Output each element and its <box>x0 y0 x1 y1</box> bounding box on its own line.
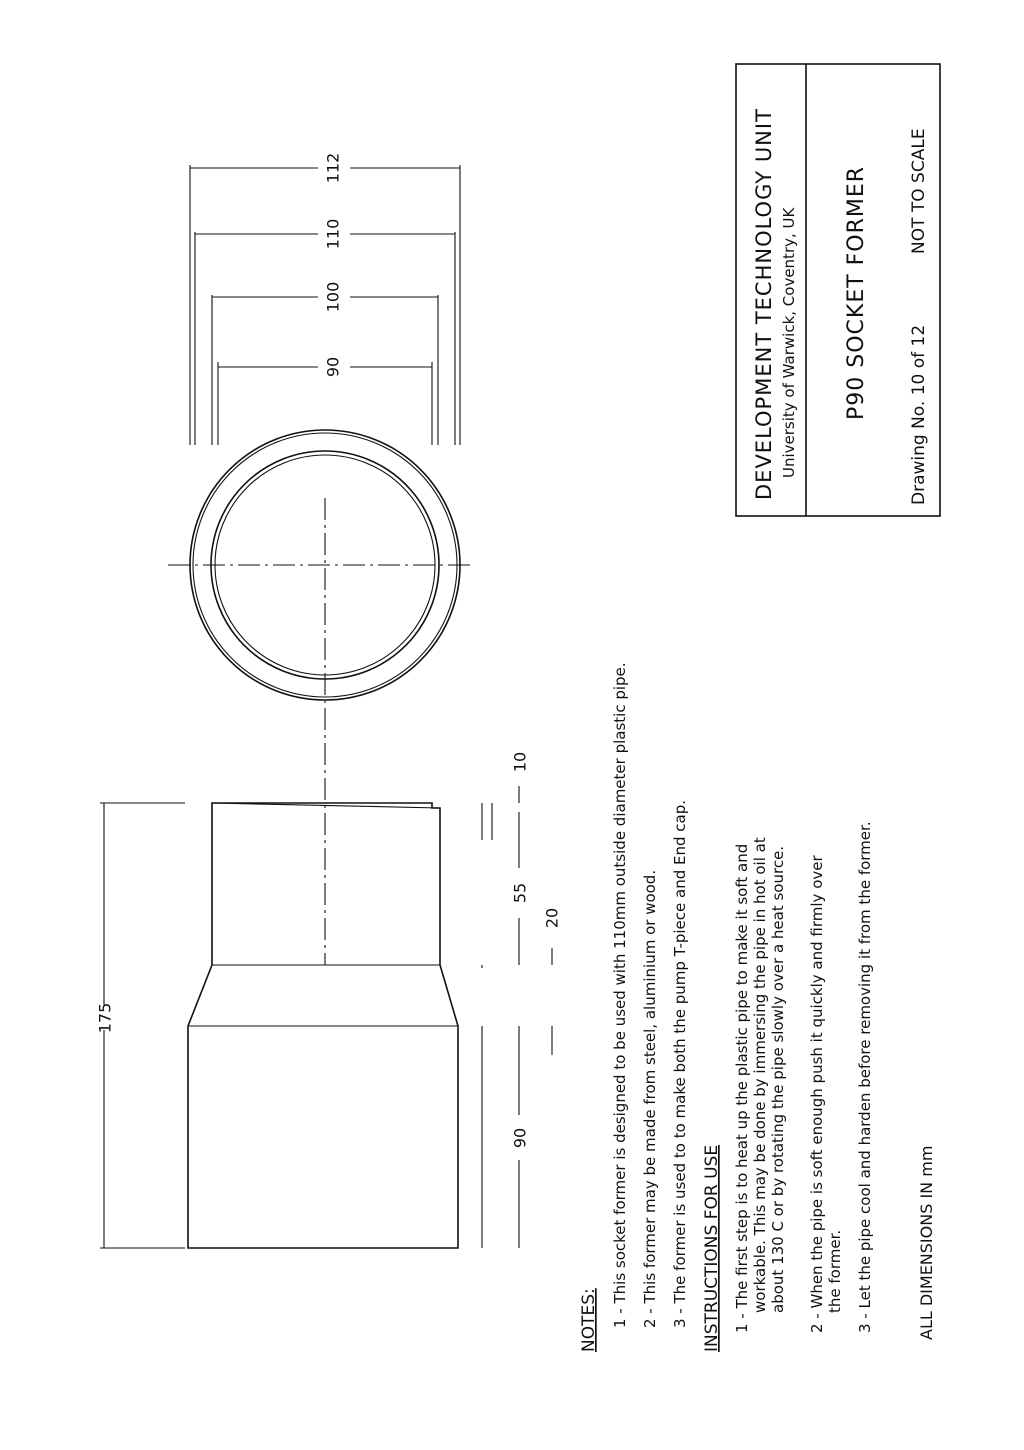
dim-10-label: 10 <box>510 751 530 773</box>
dim-175-label: 175 <box>95 1002 115 1034</box>
step-2-line-2: the former. <box>826 1229 844 1313</box>
step-1-line-1: 1 - The first step is to heat up the plastic pipe to make it soft and <box>733 843 751 1333</box>
former-end-view <box>168 430 475 700</box>
units-note: ALL DIMENSIONS IN mm <box>917 1145 936 1340</box>
dim-100-label: 100 <box>323 281 343 313</box>
length-dimensions <box>96 752 562 1248</box>
notes-block <box>579 662 689 1352</box>
title-block <box>736 64 940 516</box>
drawing-number: Drawing No. 10 of 12 <box>909 324 929 505</box>
step-1-line-2: workable. This may be done by immersing the pipe in hot oil at <box>751 837 769 1313</box>
note-3: 3 - The former is used to to make both the pump T-piece and End cap. <box>671 799 689 1328</box>
instructions-heading: INSTRUCTIONS FOR USE <box>702 1144 722 1352</box>
dim-20-label: 20 <box>542 907 562 929</box>
note-2: 2 - This former may be made from steel, aluminium or wood. <box>641 869 659 1328</box>
notes-heading: NOTES: <box>579 1288 599 1352</box>
dim-112-label: 112 <box>323 152 343 184</box>
dim-110-label: 110 <box>323 218 343 250</box>
step-2-line-1: 2 - When the pipe is soft enough push it quickly and firmly over <box>808 855 826 1333</box>
drawing-title: P90 SOCKET FORMER <box>844 165 869 420</box>
note-1: 1 - This socket former is designed to be used with 110mm outside diameter plastic pipe. <box>611 662 629 1328</box>
step-1-line-3: about 130 C or by rotating the pipe slowly over a heat source. <box>769 845 787 1313</box>
dim-55-label: 55 <box>510 882 530 904</box>
scale-note: NOT TO SCALE <box>909 128 929 254</box>
diameter-dimensions <box>190 153 460 445</box>
dim-90-length-label: 90 <box>510 1127 530 1149</box>
former-side-view <box>188 498 458 1248</box>
instructions-block <box>702 821 874 1352</box>
dim-90-dia-label: 90 <box>323 356 343 378</box>
step-3-line-1: 3 - Let the pipe cool and harden before removing it from the former. <box>856 821 874 1333</box>
organisation-name: DEVELOPMENT TECHNOLOGY UNIT <box>752 108 776 500</box>
organisation-address: University of Warwick, Coventry, UK <box>780 207 798 478</box>
